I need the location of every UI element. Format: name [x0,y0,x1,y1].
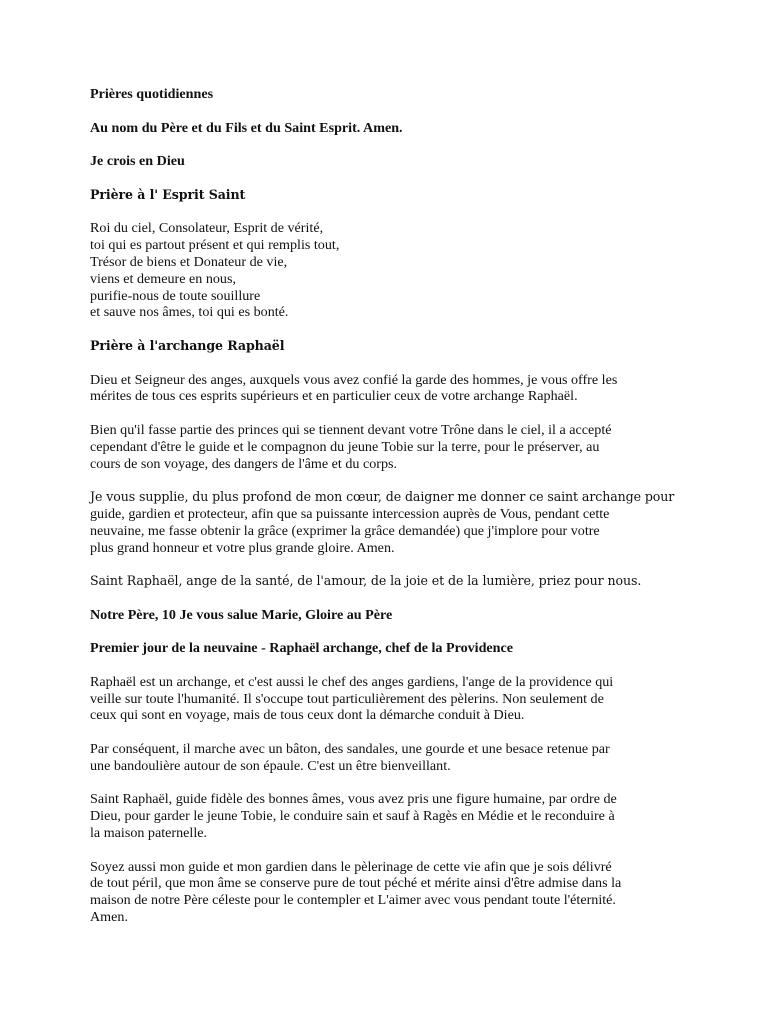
paragraph-line: cours de son voyage, des dangers de l'âme et du corps. [90,455,398,472]
paragraph-line: Amen. [90,909,128,926]
heading-archangel-raphael: Prière à l'archange Raphaël [90,337,285,353]
paragraph-line: neuvaine, me fasse obtenir la grâce (exprimer la grâce demandée) que j'implore pour votre [90,522,600,539]
paragraph-line: Dieu, pour garder le jeune Tobie, le conduire sain et sauf à Ragès en Médie et le reconduire à [90,808,615,825]
heading-our-father: Notre Père, 10 Je vous salue Marie, Gloire au Père [90,606,393,623]
prayer-line: purifie-nous de toute souillure [90,287,261,304]
paragraph-line: la maison paternelle. [90,825,208,842]
heading-holy-spirit: Prière à l' Esprit Saint [90,186,246,202]
prayer-line: viens et demeure en nous, [90,270,236,287]
prayer-line: Trésor de biens et Donateur de vie, [90,253,288,270]
paragraph-line: Par conséquent, il marche avec un bâton, des sandales, une gourde et une besace retenue par [90,741,610,758]
holy-spirit-prayer [90,220,690,321]
day-one-paragraph-2 [90,741,690,775]
raphael-paragraph-3 [90,489,690,556]
paragraph-line: plus grand honneur et votre plus grande gloire. Amen. [90,539,395,556]
paragraph-line: Je vous supplie, du plus profond de mon cœur, de daigner me donner ce saint archange pour [90,489,675,505]
raphael-paragraph-1 [90,372,690,406]
prayer-line: Roi du ciel, Consolateur, Esprit de vérité, [90,220,324,237]
paragraph-line: de tout péril, que mon âme se conserve pure de tout péché et mérite ainsi d'être admise dans la [90,875,622,892]
paragraph-line: Dieu et Seigneur des anges, auxquels vous avez confié la garde des hommes, je vous offre les [90,371,618,388]
day-one-paragraph-4 [90,859,690,926]
day-one-paragraph-1 [90,674,690,724]
heading-day-one: Premier jour de la neuvaine - Raphaël archange, chef de la Providence [90,640,514,657]
paragraph-line: maison de notre Père céleste pour le contempler et L'aimer avec vous pendant toute l'éternité. [90,892,616,909]
paragraph-line: mérites de tous ces esprits supérieurs et en particulier ceux de votre archange Raphaël. [90,388,578,405]
prayer-line: et sauve nos âmes, toi qui es bonté. [90,304,289,321]
heading-daily-prayers: Prières quotidiennes [90,86,214,102]
raphael-invocation: Saint Raphaël, ange de la santé, de l'amour, de la joie et de la lumière, priez pour nous. [90,573,642,589]
day-one-paragraph-3 [90,791,690,841]
paragraph-line: cependant d'être le guide et le compagnon du jeune Tobie sur la terre, pour le préserver, au [90,438,600,455]
paragraph-line: guide, gardien et protecteur, afin que sa puissante intercession auprès de Vous, pendant cette [90,505,610,522]
document-page [90,86,690,943]
paragraph-line: Raphaël est un archange, et c'est aussi le chef des anges gardiens, l'ange de la providence qui [90,673,614,690]
raphael-paragraph-2 [90,422,690,472]
paragraph-line: Bien qu'il fasse partie des princes qui se tiennent devant votre Trône dans le ciel, il a accepté [90,421,612,438]
paragraph-line: Saint Raphaël, guide fidèle des bonnes âmes, vous avez pris une figure humaine, par ordre de [90,791,617,808]
paragraph-line: veille sur toute l'humanité. Il s'occupe tout particulièrement des pèlerins. Non seulement de [90,690,604,707]
paragraph-line: une bandoulière autour de son épaule. C'est un être bienveillant. [90,757,451,774]
prayer-line: toi qui es partout présent et qui remplis tout, [90,237,340,254]
paragraph-line: Soyez aussi mon guide et mon gardien dans le pèlerinage de cette vie afin que je sois délivré [90,858,612,875]
heading-sign-of-cross: Au nom du Père et du Fils et du Saint Esprit. Amen. [90,119,403,136]
heading-creed: Je crois en Dieu [90,153,185,170]
paragraph-line: ceux qui sont en voyage, mais de tous ceux dont la démarche conduit à Dieu. [90,707,525,724]
